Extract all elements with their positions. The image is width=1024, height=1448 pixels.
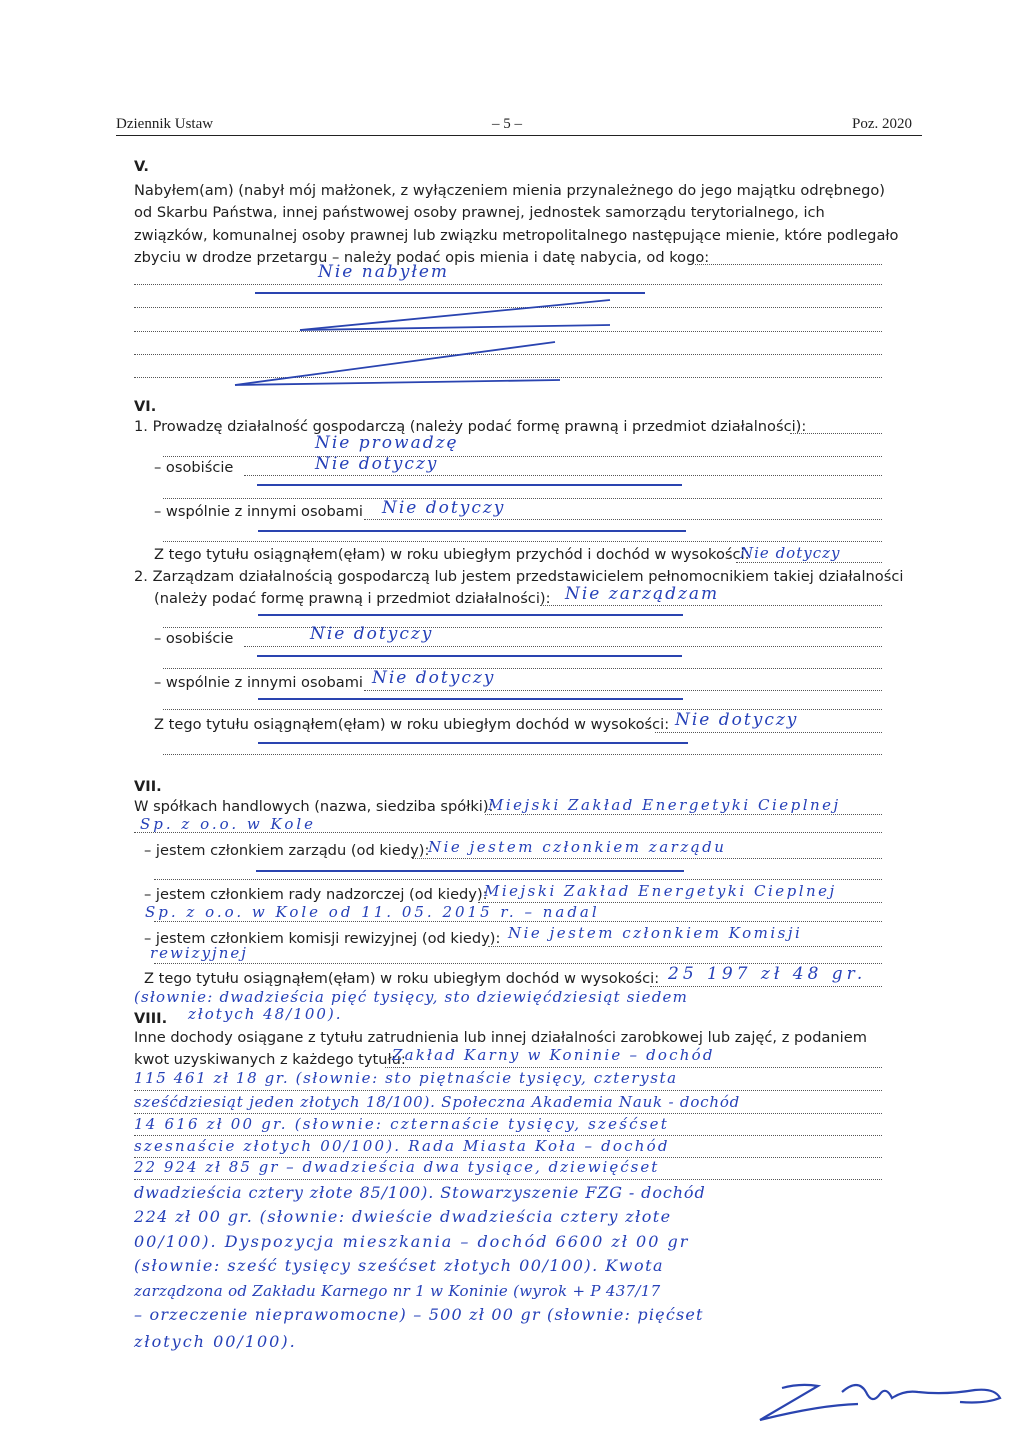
section-v-text-2: od Skarbu Państwa, innej państwowej osoby prawnej, jednostek samorządu terytorialnego, ich: [134, 204, 825, 221]
section-v-text-3: związków, komunalnej osoby prawnej lub związku metropolitalnego następujące mienie, które podlegało: [134, 227, 899, 244]
handwritten-answer: Nie dotyczy: [382, 498, 506, 518]
handwritten-line: sześćdziesiąt jeden złotych 18/100). Społeczna Akademia Nauk - dochód: [134, 1093, 741, 1111]
handwritten-line: dwadzieścia cztery złote 85/100). Stowarzyszenie FZG - dochód: [134, 1183, 706, 1202]
companies-label: W spółkach handlowych (nazwa, siedziba spółki):: [134, 798, 494, 815]
other-income-text-2: kwot uzyskiwanych z każdego tytułu:: [134, 1051, 406, 1068]
section-v-text-1: Nabyłem(am) (nabył mój małżonek, z wyłączeniem mienia przynależnego do jego majątku odrębnego): [134, 182, 885, 199]
handwritten-answer: Nie dotyczy: [675, 710, 799, 730]
handwritten-line: Zakład Karny w Koninie – dochód: [392, 1046, 715, 1064]
section-vi-title: VI.: [134, 398, 157, 415]
handwritten-answer: Miejski Zakład Energetyki Cieplnej: [484, 882, 837, 900]
handwritten-line: 224 zł 00 gr. (słownie: dwieście dwadzieścia cztery złote: [134, 1207, 672, 1226]
board-member-label: – jestem członkiem zarządu (od kiedy):: [144, 842, 430, 859]
section-viii-title: VIII.: [134, 1010, 168, 1027]
manage-question-1: 2. Zarządzam działalnością gospodarczą lub jestem przedstawicielem pełnomocnikiem takiej działalności: [134, 568, 904, 585]
handwritten-answer: Nie nabyłem: [318, 262, 450, 282]
income-label-3: Z tego tytułu osiągnąłem(ęłam) w roku ubiegłym dochód w wysokości:: [144, 970, 660, 987]
section-v-title: V.: [134, 158, 149, 175]
handwritten-line: – orzeczenie nieprawomocne) – 500 zł 00 gr (słownie: pięćset: [134, 1305, 704, 1324]
handwritten-answer: Sp. z o.o. w Kole: [140, 815, 317, 833]
supervisory-board-label: – jestem członkiem rady nadzorczej (od kiedy):: [144, 886, 488, 903]
handwritten-answer: Nie prowadzę: [315, 433, 459, 453]
handwritten-answer: Sp. z o.o. w Kole od 11. 05. 2015 r. – nadal: [145, 903, 600, 921]
handwritten-line: zarządzona od Zakładu Karnego nr 1 w Koninie (wyrok + P 437/17: [134, 1282, 661, 1300]
handwritten-line: 22 924 zł 85 gr – dwadzieścia dwa tysiące, dziewięćset: [134, 1158, 660, 1176]
handwritten-line: 00/100). Dyspozycja mieszkania – dochód 6600 zł 00 gr: [134, 1232, 690, 1251]
handwritten-answer: Nie jestem członkiem Komisji: [508, 924, 803, 942]
other-income-text-1: Inne dochody osiągane z tytułu zatrudnienia lub innej działalności zarobkowej lub zajęć, z podaniem: [134, 1029, 867, 1046]
handwritten-line: złotych 00/100).: [134, 1332, 297, 1351]
handwritten-line: 14 616 zł 00 gr. (słownie: czternaście tysięcy, sześćset: [134, 1115, 669, 1133]
handwritten-line: (słownie: sześć tysięcy sześćset złotych 00/100). Kwota: [134, 1256, 665, 1275]
income-label: Z tego tytułu osiągnąłem(ęłam) w roku ubiegłym przychód i dochód w wysokości:: [154, 546, 750, 563]
handwritten-answer: Nie dotyczy: [372, 668, 496, 688]
section-vii-title: VII.: [134, 778, 162, 795]
handwritten-line: szesnaście złotych 00/100). Rada Miasta Koła – dochód: [134, 1137, 670, 1155]
handwritten-answer: rewizyjnej: [150, 944, 248, 962]
handwritten-answer: Miejski Zakład Energetyki Cieplnej: [488, 796, 841, 814]
handwritten-answer: Nie dotyczy: [315, 454, 439, 474]
handwritten-amount-words: złotych 48/100).: [188, 1005, 343, 1023]
handwritten-amount-words: (słownie: dwadzieścia pięć tysięcy, sto dziewięćdziesiąt siedem: [134, 988, 689, 1006]
income-label-2: Z tego tytułu osiągnąłem(ęłam) w roku ubiegłym dochód w wysokości:: [154, 716, 670, 733]
handwritten-answer: Nie jestem członkiem zarządu: [428, 838, 727, 856]
business-question: 1. Prowadzę działalność gospodarczą (należy podać formę prawną i przedmiot działalności):: [134, 418, 807, 435]
jointly-label: – wspólnie z innymi osobami: [154, 503, 363, 520]
page-number: – 5 –: [492, 116, 522, 132]
journal-name: Dziennik Ustaw: [116, 116, 214, 132]
handwritten-answer: Nie dotyczy: [740, 544, 841, 562]
handwritten-answer: Nie dotyczy: [310, 624, 434, 644]
audit-committee-label: – jestem członkiem komisji rewizyjnej (od kiedy):: [144, 930, 501, 947]
manage-question-2: (należy podać formę prawną i przedmiot działalności):: [154, 590, 551, 607]
handwritten-line: 115 461 zł 18 gr. (słownie: sto piętnaście tysięcy, czterysta: [134, 1069, 678, 1087]
handwritten-amount: 25 197 zł 48 gr.: [668, 964, 867, 984]
position-number: Poz. 2020: [852, 116, 912, 132]
jointly-label-2: – wspólnie z innymi osobami: [154, 674, 363, 691]
section-v-text-4: zbyciu w drodze przetargu – należy podać opis mienia i datę nabycia, od kogo:: [134, 249, 710, 266]
personally-label-2: – osobiście: [154, 630, 234, 647]
personally-label: – osobiście: [154, 459, 234, 476]
handwritten-answer: Nie zarządzam: [565, 584, 720, 604]
